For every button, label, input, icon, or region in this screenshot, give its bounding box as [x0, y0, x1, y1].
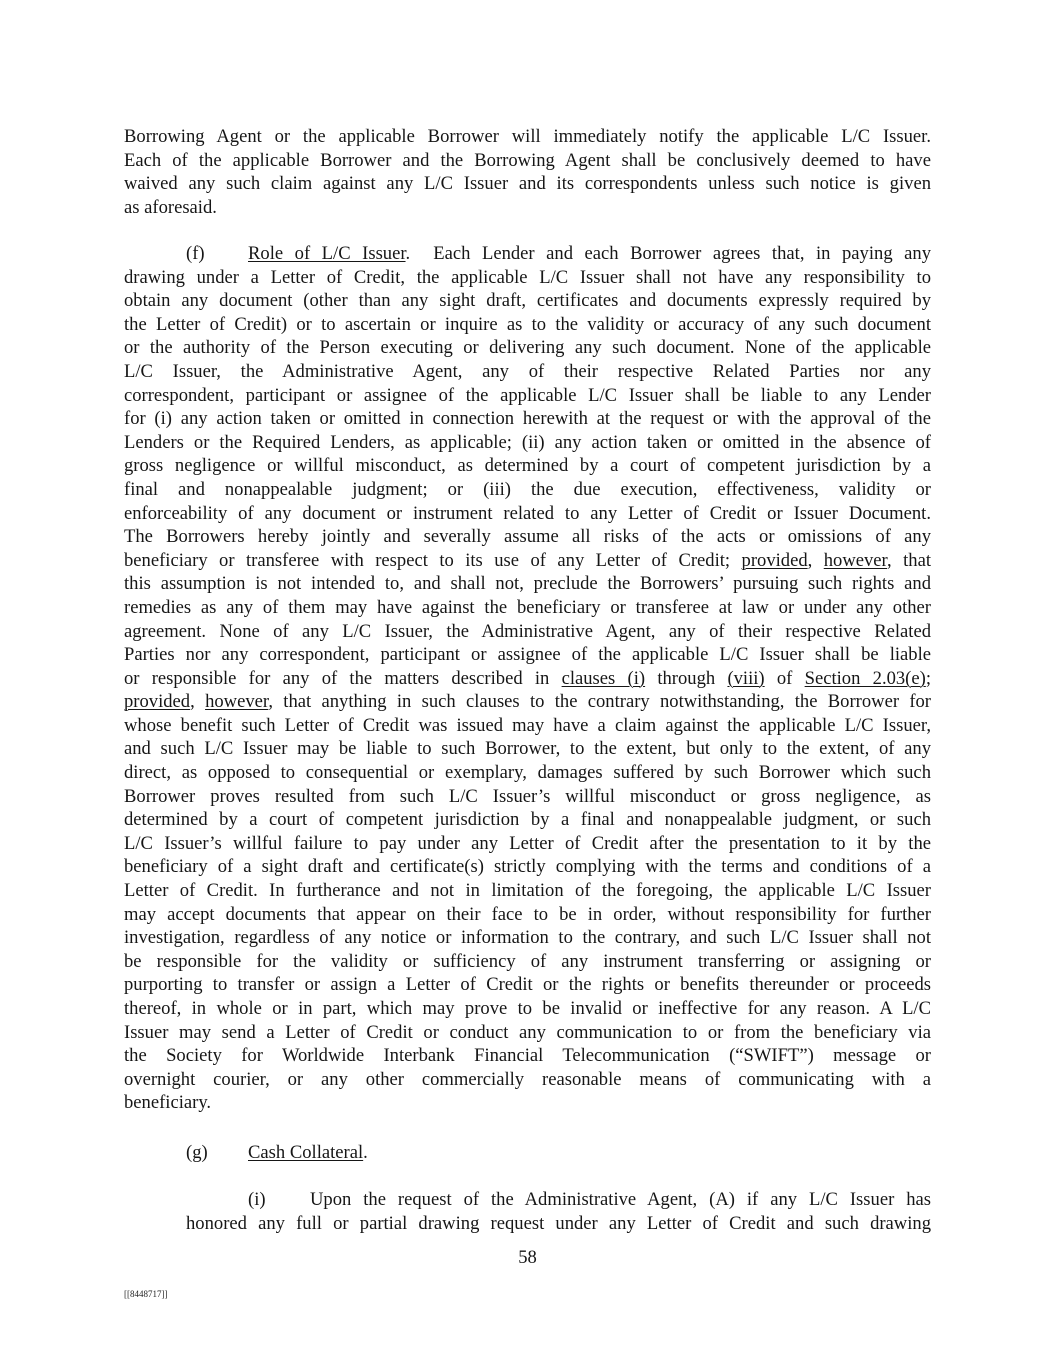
text-line: the Society for Worldwide Interbank Financial Telecommunication (“SWIFT”) message or [124, 1045, 931, 1067]
text-run: Each Lender and each Borrower agrees that, in paying any [410, 243, 931, 264]
text-line: direct, as opposed to consequential or exemplary, damages suffered by such Borrower which such [124, 762, 931, 784]
text-run: of [764, 667, 805, 689]
text-run: ; [925, 667, 931, 689]
text-line: honored any full or partial drawing request under any Letter of Credit and such drawing [186, 1212, 931, 1234]
text-line: investigation, regardless of any notice or information to the contrary, and such L/C Issuer shall not [124, 927, 931, 949]
section-g-heading-line [186, 1141, 368, 1165]
section-f-first-line [124, 242, 931, 266]
text-line: this assumption is not intended to, and shall not, preclude the Borrowers’ pursuing such rights and [124, 573, 931, 595]
subsection-i-paragraph [186, 1188, 931, 1235]
subsection-i-enum: (i) [248, 1189, 266, 1210]
section-g-enum: (g) [186, 1142, 208, 1163]
text-line: correspondent, participant or assignee of the applicable L/C Issuer shall be liable to any Lender [124, 384, 931, 406]
cross-reference-clauses: clauses (i) [561, 667, 646, 689]
heading-punctuation: . [405, 243, 411, 264]
text-line: The Borrowers hereby jointly and severally assume all risks of the acts or omissions of any [124, 526, 931, 548]
text-line: obtain any document (other than any sight draft, certificates and documents expressly required by [124, 290, 931, 312]
text-line: final and nonappealable judgment; or (iii) the due execution, effectiveness, validity or [124, 478, 931, 500]
section-f-enum: (f) [186, 243, 205, 264]
section-f-paragraph [124, 242, 931, 1115]
text-line: determined by a court of competent jurisdiction by a final and nonappealable judgment, or such [124, 809, 931, 831]
text-line: beneficiary. [124, 1092, 212, 1114]
defined-term-provided: provided [741, 549, 808, 571]
text-line: waived any such claim against any L/C Issuer and its correspondents unless such notice is given [124, 173, 931, 195]
text-line: agreement. None of any L/C Issuer, the Administrative Agent, any of their respective Related [124, 620, 931, 642]
text-run: , that [887, 549, 931, 571]
text-line: Parties nor any correspondent, participant or assignee of the applicable L/C Issuer shall be liable [124, 644, 931, 666]
section-g-heading: Cash Collateral [248, 1142, 364, 1163]
text-line: L/C Issuer, the Administrative Agent, any of their respective Related Parties nor any [124, 360, 931, 382]
text-line-clauses [124, 667, 931, 691]
text-line: may accept documents that appear on their face to be in order, without responsibility for further [124, 903, 931, 925]
defined-term-however: however [823, 549, 888, 571]
text-run: , [190, 691, 206, 713]
text-line: Letter of Credit. In furtherance and not in limitation of the foregoing, the applicable L/C Issuer [124, 880, 931, 902]
text-line: the Letter of Credit) or to ascertain or inquire as to the validity or accuracy of any such document [124, 313, 931, 335]
text-line: Borrowing Agent or the applicable Borrower will immediately notify the applicable L/C Issuer. [124, 126, 931, 147]
text-run: , that anything in such clauses to the contrary notwithstanding, the Borrower for [268, 691, 931, 713]
text-line: Issuer may send a Letter of Credit or conduct any communication to or from the beneficiary via [124, 1021, 931, 1043]
text-line: Borrower proves resulted from such L/C Issuer’s willful misconduct or gross negligence, as [124, 785, 931, 807]
text-line: whose benefit such Letter of Credit was issued may have a claim against the applicable L/C Issuer, [124, 714, 931, 736]
text-line: overnight courier, or any other commercially reasonable means of communicating with a [124, 1068, 931, 1090]
text-line: as aforesaid. [124, 196, 217, 218]
text-run: beneficiary or transferee with respect to its use of any Letter of Credit; [124, 549, 742, 571]
text-line: drawing under a Letter of Credit, the applicable L/C Issuer shall not have any responsibility to [124, 266, 931, 288]
text-line: enforceability of any document or instrument related to any Letter of Credit or Issuer Document. [124, 502, 931, 524]
subsection-i-first-line [186, 1188, 931, 1212]
text-run: Upon the request of the Administrative Agent, (A) if any L/C Issuer has [310, 1189, 931, 1210]
cross-reference-section: Section 2.03(e) [804, 667, 926, 689]
document-id: [[8448717]] [124, 1289, 168, 1299]
text-line: or the authority of the Person executing or delivering any such document. None of the applicable [124, 337, 931, 359]
heading-punctuation: . [363, 1142, 368, 1163]
text-line: for (i) any action taken or omitted in connection herewith at the request or with the approval of the [124, 408, 931, 430]
defined-term-however: however [205, 691, 269, 713]
text-line: Each of the applicable Borrower and the Borrowing Agent shall be conclusively deemed to have [124, 149, 931, 171]
text-line-provided [124, 690, 931, 714]
text-line-provided [124, 549, 931, 573]
text-line: Lenders or the Required Lenders, as applicable; (ii) any action taken or omitted in the absence of [124, 431, 931, 453]
cross-reference-viii: (viii) [727, 667, 765, 689]
continuation-paragraph [124, 125, 931, 219]
text-line: gross negligence or willful misconduct, as determined by a court of competent jurisdiction by a [124, 455, 931, 477]
text-line: purporting to transfer or assign a Letter of Credit or the rights or benefits thereunder or proceeds [124, 974, 931, 996]
defined-term-provided: provided [124, 691, 191, 713]
section-f-heading: Role of L/C Issuer [248, 243, 406, 264]
text-run: or responsible for any of the matters described in [124, 667, 562, 689]
text-run: , [807, 549, 824, 571]
text-line: and such L/C Issuer may be liable to such Borrower, to the extent, but only to the extent, of any [124, 738, 931, 760]
text-run: through [645, 667, 728, 689]
page-number: 58 [518, 1247, 537, 1268]
text-line: remedies as any of them may have against the beneficiary or transferee at law or under any other [124, 596, 931, 618]
text-line: be responsible for the validity or sufficiency of any instrument transferring or assigning or [124, 950, 931, 972]
text-line: L/C Issuer’s willful failure to pay under any Letter of Credit after the presentation to it by the [124, 832, 931, 854]
text-line: beneficiary of a sight draft and certificate(s) strictly complying with the terms and conditions of a [124, 856, 931, 878]
text-line: thereof, in whole or in part, which may prove to be invalid or ineffective for any reason. A L/C [124, 998, 931, 1019]
